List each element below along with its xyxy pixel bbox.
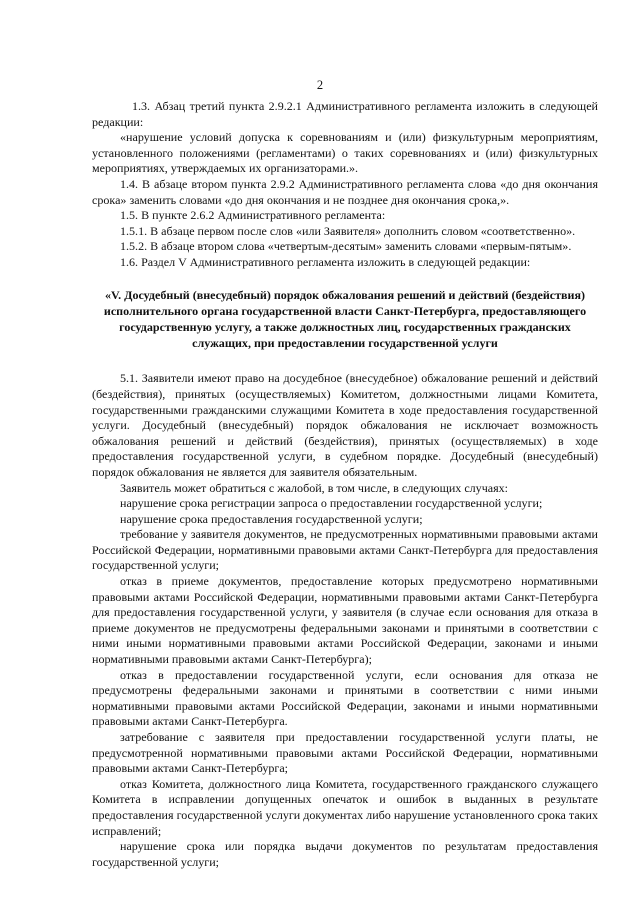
paragraph-1-5-1: 1.5.1. В абзаце первом после слов «или Заявителя» дополнить словом «соответственно». bbox=[120, 223, 576, 238]
complaint-case-corrections: отказ Комитета, должностного лица Комитета, государственного гражданского служащего Комитета в исправлении допущенных опечаток и ошибок в выданных в результате предоставления государственной услуги документах либо нарушение установленного срока таких исправлений; bbox=[92, 776, 598, 838]
paragraph-1-3: 1.3. Абзац третий пункта 2.9.2.1 Административного регламента изложить в следующей редакции: bbox=[92, 99, 598, 129]
paragraph-1-5-2: 1.5.2. В абзаце втором слова «четвертым-десятым» заменить словами «первым-пятым». bbox=[120, 239, 572, 254]
complaint-case-documents-required: требование у заявителя документов, не предусмотренных нормативными правовыми актами Российской Федерации, нормативными правовыми актами Санкт-Петербурга для предоставления государственной услуги; bbox=[92, 527, 598, 573]
page-number: 2 bbox=[316, 78, 324, 92]
paragraph-1-5: 1.5. В пункте 2.6.2 Административного регламента: bbox=[120, 208, 386, 223]
paragraph-1-6: 1.6. Раздел V Административного регламента изложить в следующей редакции: bbox=[120, 254, 531, 269]
complaint-case-refusal-acceptance: отказ в приеме документов, предоставление которых предусмотрено нормативными правовыми актами Российской Федерации, нормативными правовыми актами Санкт-Петербурга для предоставления государственной услуги, у заявителя (в случае если основания для отказа в приеме документов не предусмотрены федеральными законами и принятыми в соответствии с ними иными нормативными правовыми актами Российской Федерации, законами и иными нормативными правовыми актами Санкт-Петербурга); bbox=[92, 574, 598, 667]
document-body bbox=[92, 99, 598, 870]
complaint-cases-intro: Заявитель может обратиться с жалобой, в том числе, в следующих случаях: bbox=[120, 480, 509, 495]
complaint-case-payment: затребование с заявителя при предоставлении государственной услуги платы, не предусмотренной нормативными правовыми актами Российской Федерации, нормативными правовыми актами Санкт-Петербурга; bbox=[92, 730, 598, 776]
complaint-case-registration: нарушение срока регистрации запроса о предоставлении государственной услуги; bbox=[120, 496, 543, 511]
section-heading: «V. Досудебный (внесудебный) порядок обжалования решений и действий (бездействия) исполнительного органа государственной власти Санкт-Петербурга, предоставляющего государственную услугу, а также должностных лиц, государственных гражданских служащих, при предоставлении государственной услуги bbox=[103, 287, 587, 351]
complaint-case-issuance: нарушение срока или порядка выдачи документов по результатам предоставления государственной услуги; bbox=[92, 839, 598, 869]
complaint-case-deadline: нарушение срока предоставления государственной услуги; bbox=[120, 511, 423, 526]
paragraph-1-3-quote: «нарушение условий допуска к соревнованиям и (или) физкультурным мероприятиям, установленного положениями (регламентами) о таких соревнованиях и (или) физкультурных мероприятиях, утверждаемых их организаторами.». bbox=[92, 130, 598, 176]
complaint-case-refusal-service: отказ в предоставлении государственной услуги, если основания для отказа не предусмотрены федеральными законами и принятыми в соответствии с ними иными нормативными правовыми актами Российской Федерации, законами и иными нормативными правовыми актами Санкт-Петербурга. bbox=[92, 667, 598, 729]
paragraph-1-4: 1.4. В абзаце втором пункта 2.9.2 Административного регламента слова «до дня окончания срока» заменить словами «до дня окончания и не позднее дня окончания срока,». bbox=[92, 176, 598, 207]
paragraph-5-1: 5.1. Заявители имеют право на досудебное (внесудебное) обжалование решений и действий (бездействия), принятых (осуществляемых) Комитетом, должностными лицами Комитета, государственными гражданскими служащими Комитета в ходе предоставления государственной услуги. Досудебный (внесудебный) порядок обжалования не исключает возможность обжалования решений и действий (бездействия), принятых (осуществляемых) в ходе предоставления государственной услуги, в судебном порядке. Досудебный (внесудебный) порядок обжалования не является для заявителя обязательным. bbox=[92, 371, 598, 479]
